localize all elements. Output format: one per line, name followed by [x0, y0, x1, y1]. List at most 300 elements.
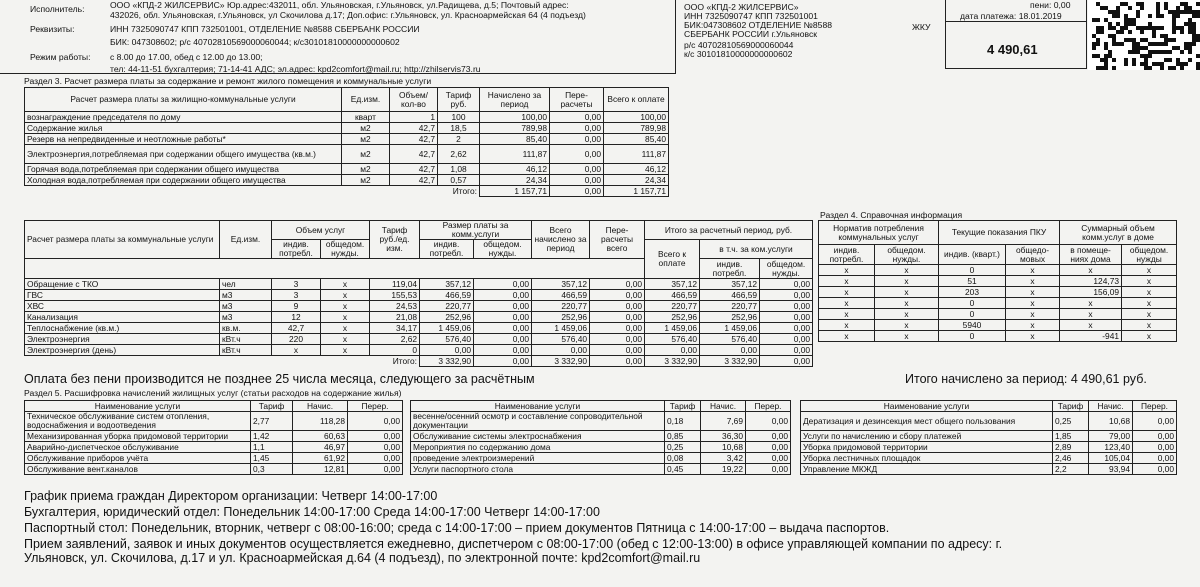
qr-module: [1172, 66, 1176, 70]
s4-cell: 156,09: [1060, 287, 1122, 298]
s3-cell: 111,87: [604, 145, 669, 164]
s5-cell: 1,85: [1053, 431, 1089, 442]
comm-header-to-pay: Всего к оплате: [645, 240, 700, 279]
s3-cell: 0,00: [550, 123, 604, 134]
payment-date: дата платежа: 18.01.2019: [960, 11, 1062, 21]
s5-cell: Дератизация и дезинсекция мест общего пользования: [801, 412, 1053, 431]
s3-cell: 100,00: [604, 112, 669, 123]
comm-total-value: 0,00: [474, 356, 532, 367]
s5b-header-charged: Начис.: [701, 401, 746, 412]
comm-cell: 0,00: [474, 301, 532, 312]
s3-cell: 24,34: [604, 175, 669, 186]
table-row: [411, 464, 791, 475]
comm-header-vol-ind: индив. потребл.: [272, 240, 321, 259]
comm-cell: 0,00: [590, 323, 645, 334]
s4-cell: 203: [939, 287, 1006, 298]
comm-cell: 21,08: [370, 312, 420, 323]
comm-cell: м3: [220, 312, 272, 323]
comm-cell: Теплоснабжение (кв.м.): [25, 323, 220, 334]
s5-cell: Мероприятия по содержанию дома: [411, 442, 665, 453]
qr-module: [1128, 30, 1132, 34]
s5-cell: 0,00: [1133, 442, 1177, 453]
s4-cell: x: [819, 298, 875, 309]
s3-cell: 85,40: [604, 134, 669, 145]
communal-table: [24, 220, 813, 367]
comm-cell: 0: [370, 345, 420, 356]
comm-cell: x: [321, 279, 370, 290]
s3-cell: м2: [342, 175, 390, 186]
comm-cell: ХВС: [25, 301, 220, 312]
comm-cell: 466,59: [532, 290, 590, 301]
s5-cell: 36,30: [701, 431, 746, 442]
qr-module: [1196, 2, 1200, 6]
s5-cell: 61,92: [293, 453, 348, 464]
footer-line-2: Бухгалтерия, юридический отдел: Понедельник 14:00-17:00 Среда 14:00-17:00 Четверг 14:00-17:00: [24, 505, 600, 519]
s3-cell: 24,34: [480, 175, 550, 186]
comm-cell: 0,00: [590, 312, 645, 323]
s3-header-total: Всего к оплате: [604, 88, 669, 112]
s5-cell: 0,00: [1133, 412, 1177, 431]
s5c-header-charged: Начис.: [1089, 401, 1133, 412]
s3-cell: 1: [390, 112, 438, 123]
table-row: [801, 442, 1177, 453]
table-row: [25, 453, 403, 464]
comm-cell: 12: [272, 312, 321, 323]
s3-cell: 42,7: [390, 164, 438, 175]
s4-cell: 0: [939, 331, 1006, 342]
qr-module: [1096, 18, 1100, 22]
table-row: [25, 464, 403, 475]
s4-cell: x: [1006, 298, 1060, 309]
s5-cell: 12,81: [293, 464, 348, 475]
s5-cell: 0,3: [251, 464, 293, 475]
s3-cell: 85,40: [480, 134, 550, 145]
comm-cell: 0,00: [760, 312, 813, 323]
s4-header-read-ind: индив. (кварт.): [939, 245, 1006, 265]
payee-line-3: БИК:047308602 ОТДЕЛЕНИЕ №8588: [684, 20, 833, 30]
s5-cell: 0,25: [665, 442, 701, 453]
qr-code: [1088, 0, 1200, 70]
qr-module: [1196, 38, 1200, 42]
s3-cell: 42,7: [390, 134, 438, 145]
s4-cell: 0: [939, 298, 1006, 309]
s5-cell: 7,69: [701, 412, 746, 431]
total-period-note: Итого начислено за период: 4 490,61 руб.: [905, 372, 1147, 386]
comm-total-value: 3 332,90: [420, 356, 474, 367]
comm-cell: 252,96: [700, 312, 760, 323]
s3-cell: 46,12: [604, 164, 669, 175]
comm-cell: 0,00: [474, 334, 532, 345]
s5-cell: проведение электроизмерений: [411, 453, 665, 464]
footer-line-5: Ульяновск, ул. Скочилова, д.17 и ул. Красноармейская д.64 (4 подъезд), по электронной почте: kpd2comfort@mail.ru: [24, 551, 701, 565]
table-row: [411, 442, 791, 453]
s3-header-unit: Ед.изм.: [342, 88, 390, 112]
comm-total-label: Итого:: [392, 356, 418, 367]
s4-cell: x: [1006, 331, 1060, 342]
s3-cell: 2: [438, 134, 480, 145]
s5-cell: 0,00: [746, 431, 791, 442]
comm-cell: x: [321, 301, 370, 312]
table-row: [819, 320, 1177, 331]
s4-cell: 51: [939, 276, 1006, 287]
table-row: [801, 453, 1177, 464]
comm-cell: 357,12: [700, 279, 760, 290]
comm-header-incl-common: общедом. нужды.: [760, 259, 813, 279]
comm-header-size-common: общедом. нужды.: [474, 240, 532, 259]
late-fee-note: Оплата без пени производится не позднее 25 числа месяца, следующего за расчётным: [24, 372, 535, 386]
performer-value-2: 432026, обл. Ульяновская, г.Ульяновск, ул Скочилова д.17; Доп.офис: г.Ульяновск, ул. Красноармейская 64 (4 подъезд): [110, 10, 586, 20]
comm-cell: 42,7: [272, 323, 321, 334]
s4-cell: x: [1122, 287, 1177, 298]
s5-cell: 105,04: [1089, 453, 1133, 464]
s5-cell: 0,08: [665, 453, 701, 464]
s3-cell: 0,00: [550, 145, 604, 164]
s5-cell: Уборка лестничных площадок: [801, 453, 1053, 464]
s5-cell: 0,00: [1133, 464, 1177, 475]
s4-cell: x: [1122, 265, 1177, 276]
s3-cell: 42,7: [390, 175, 438, 186]
qr-module: [1180, 50, 1184, 54]
s5-cell: 10,68: [1089, 412, 1133, 431]
s3-total-row: [25, 186, 669, 197]
table-row: [411, 431, 791, 442]
s5-cell: 60,63: [293, 431, 348, 442]
s5-cell: 79,00: [1089, 431, 1133, 442]
comm-cell: x: [321, 345, 370, 356]
comm-header-itogo: Итого за расчетный период, руб.: [645, 221, 813, 240]
section3-title: Раздел 3. Расчет размера платы за содержание и ремонт жилого помещения и коммунальные услуги: [24, 76, 432, 86]
comm-cell: кв.м.: [220, 323, 272, 334]
table-row: [25, 323, 813, 334]
table-row: [25, 175, 669, 186]
table-row: [25, 112, 669, 123]
s5-cell: 93,94: [1089, 464, 1133, 475]
qr-module: [1168, 58, 1172, 62]
qr-module: [1196, 54, 1200, 58]
table-row: [411, 412, 791, 431]
s5-cell: 0,00: [348, 464, 403, 475]
s4-cell: x: [1122, 309, 1177, 320]
comm-cell: 220,77: [700, 301, 760, 312]
comm-cell: 0,00: [760, 345, 813, 356]
qr-module: [1196, 14, 1200, 18]
s5a-header-tariff: Тариф: [251, 401, 293, 412]
comm-cell: 0,00: [760, 301, 813, 312]
comm-cell: Электроэнергия (день): [25, 345, 220, 356]
comm-cell: 0,00: [760, 290, 813, 301]
s4-cell: x: [1006, 309, 1060, 320]
requisites-label: Реквизиты:: [30, 24, 75, 34]
comm-total-row: [25, 356, 813, 367]
requisites-value-1: ИНН 7325090747 КПП 732501001, ОТДЕЛЕНИЕ №8588 СБЕРБАНК РОССИИ: [110, 24, 420, 34]
qr-module: [1160, 66, 1164, 70]
table-row: [819, 265, 1177, 276]
table-row: [801, 412, 1177, 431]
s5b-header-name: Наименование услуги: [411, 401, 665, 412]
section5-table-2: [410, 400, 791, 475]
s5-cell: 0,00: [746, 412, 791, 431]
payee-line-5: р/с 40702810569000060044: [684, 40, 794, 50]
comm-cell: м3: [220, 290, 272, 301]
s5b-header-tariff: Тариф: [665, 401, 701, 412]
comm-cell: 2,62: [370, 334, 420, 345]
s3-cell: 18,5: [438, 123, 480, 134]
payee-line-6: к/с 30101810000000000602: [684, 49, 793, 59]
s4-cell: x: [819, 265, 875, 276]
s4-cell: x: [1060, 320, 1122, 331]
s4-cell: 124,73: [1060, 276, 1122, 287]
comm-cell: 0,00: [760, 334, 813, 345]
qr-module: [1148, 54, 1152, 58]
s3-total-value: 1 157,71: [480, 186, 550, 197]
s4-cell: x: [875, 298, 939, 309]
section4-title: Раздел 4. Справочная информация: [820, 210, 963, 220]
s3-cell: 1,08: [438, 164, 480, 175]
s4-header-readings: Текущие показания ПКУ: [939, 221, 1060, 245]
comm-cell: 1 459,06: [420, 323, 474, 334]
s4-header-read-common: общедо- мовых: [1006, 245, 1060, 265]
s3-header-name: Расчет размера платы за жилищно-коммунальные услуги: [25, 88, 342, 112]
s5-cell: Услуги паспортного стола: [411, 464, 665, 475]
comm-header-unit: Ед.изм.: [220, 221, 272, 259]
comm-cell: 155,53: [370, 290, 420, 301]
table-row: [801, 431, 1177, 442]
s3-cell: 0,57: [438, 175, 480, 186]
comm-cell: 0,00: [700, 345, 760, 356]
s4-cell: 0: [939, 309, 1006, 320]
qr-module: [1168, 50, 1172, 54]
comm-cell: 1 459,06: [532, 323, 590, 334]
performer-value-1: ООО «КПД-2 ЖИЛСЕРВИС» Юр.адрес:432011, обл. Ульяновская, г.Ульяновск, ул.Радищева, д.5; Почтовый адрес:: [110, 0, 569, 10]
qr-module: [1096, 42, 1100, 46]
s5-cell: 0,18: [665, 412, 701, 431]
comm-cell: 9: [272, 301, 321, 312]
comm-cell: Обращение с ТКО: [25, 279, 220, 290]
s5-cell: 19,22: [701, 464, 746, 475]
comm-cell: 0,00: [474, 312, 532, 323]
s3-cell: Горячая вода,потребляемая при содержании общего имущества: [25, 164, 342, 175]
table-row: [819, 298, 1177, 309]
qr-module: [1148, 66, 1152, 70]
qr-module: [1132, 62, 1136, 66]
s5a-header-name: Наименование услуги: [25, 401, 251, 412]
qr-module: [1112, 58, 1116, 62]
comm-cell: 220,77: [420, 301, 474, 312]
s4-header-sum: Суммарный объем комм.услуг в доме: [1060, 221, 1177, 245]
table-row: [25, 301, 813, 312]
comm-cell: 220: [272, 334, 321, 345]
comm-cell: 3: [272, 290, 321, 301]
s4-cell: x: [875, 309, 939, 320]
table-row: [25, 145, 669, 164]
s5-cell: 2,2: [1053, 464, 1089, 475]
table-row: [819, 287, 1177, 298]
s4-cell: x: [1006, 320, 1060, 331]
s5-cell: 0,45: [665, 464, 701, 475]
section3-table: [24, 87, 669, 197]
table-row: [25, 334, 813, 345]
qr-module: [1092, 46, 1096, 50]
s3-header-charged: Начислено за период: [480, 88, 550, 112]
comm-cell: 0,00: [645, 345, 700, 356]
table-row: [25, 123, 669, 134]
s4-header-norm: Норматив потребления коммунальных услуг: [819, 221, 939, 245]
comm-cell: 0,00: [590, 301, 645, 312]
s4-cell: x: [819, 276, 875, 287]
s5-cell: 2,89: [1053, 442, 1089, 453]
qr-module: [1128, 6, 1132, 10]
comm-cell: x: [321, 312, 370, 323]
comm-cell: 1 459,06: [645, 323, 700, 334]
s4-cell: x: [1122, 298, 1177, 309]
s4-cell: x: [819, 320, 875, 331]
s5-cell: 0,00: [746, 464, 791, 475]
s4-cell: 5940: [939, 320, 1006, 331]
comm-cell: кВт.ч: [220, 345, 272, 356]
comm-total-value: 3 332,90: [700, 356, 760, 367]
qr-module: [1176, 14, 1180, 18]
qr-module: [1180, 66, 1184, 70]
s5-cell: 0,00: [1133, 431, 1177, 442]
table-row: [819, 331, 1177, 342]
qr-module: [1196, 66, 1200, 70]
comm-cell: 0,00: [474, 323, 532, 334]
qr-module: [1140, 6, 1144, 10]
s5-cell: Обслуживание вент.каналов: [25, 464, 251, 475]
s3-cell: 789,98: [604, 123, 669, 134]
s5-cell: 0,00: [348, 442, 403, 453]
s3-cell: Холодная вода,потребляемая при содержании общего имущества: [25, 175, 342, 186]
table-row: [25, 442, 403, 453]
s5-cell: 0,00: [348, 431, 403, 442]
s4-cell: x: [875, 320, 939, 331]
comm-total-value: 3 332,90: [645, 356, 700, 367]
comm-cell: 252,96: [645, 312, 700, 323]
section5-table-3: [800, 400, 1177, 475]
s3-cell: 0,00: [550, 175, 604, 186]
s4-cell: x: [875, 287, 939, 298]
s5-cell: Уборка придомовой территории: [801, 442, 1053, 453]
comm-cell: x: [321, 334, 370, 345]
qr-module: [1188, 50, 1192, 54]
s4-cell: x: [1122, 276, 1177, 287]
payee-line-1: ООО «КПД-2 ЖИЛСЕРВИС»: [684, 2, 799, 12]
section4-table: [818, 220, 1177, 342]
comm-cell: 0,00: [760, 323, 813, 334]
s3-cell: 0,00: [550, 134, 604, 145]
s5-cell: 2,46: [1053, 453, 1089, 464]
s5-cell: 2,77: [251, 412, 293, 431]
s3-cell: кварт: [342, 112, 390, 123]
section5-table-1: [24, 400, 403, 475]
s5b-header-recalc: Перер.: [746, 401, 791, 412]
s4-header-sum-common: общедом. нужды: [1122, 245, 1177, 265]
table-row: [25, 134, 669, 145]
comm-cell: 220,77: [532, 301, 590, 312]
comm-total-value: 0,00: [760, 356, 813, 367]
qr-module: [1100, 30, 1104, 34]
table-row: [25, 431, 403, 442]
comm-cell: 466,59: [420, 290, 474, 301]
qr-module: [1172, 30, 1176, 34]
peni-value: пени: 0,00: [1030, 0, 1071, 10]
comm-cell: кВт.ч: [220, 334, 272, 345]
qr-module: [1172, 38, 1176, 42]
s4-cell: -941: [1060, 331, 1122, 342]
s4-cell: x: [1006, 287, 1060, 298]
s5-cell: 0,00: [746, 442, 791, 453]
comm-header-recalc: Пере- расчеты всего: [590, 221, 645, 259]
comm-cell: 466,59: [645, 290, 700, 301]
comm-cell: 0,00: [420, 345, 474, 356]
table-row: [25, 279, 813, 290]
qr-module: [1112, 66, 1116, 70]
table-row: [25, 412, 403, 431]
hours-value-2: тел: 44-11-51 бухгалтерия; 71-14-41 АДС; эл.адрес: kpd2comfort@mail.ru; http://zhilservis73.ru: [110, 64, 481, 74]
s4-cell: x: [1006, 265, 1060, 276]
qr-module: [1140, 30, 1144, 34]
s4-cell: x: [1122, 331, 1177, 342]
s4-header-norm-common: общедом. нужды.: [875, 245, 939, 265]
comm-cell: 576,40: [700, 334, 760, 345]
qr-module: [1136, 14, 1140, 18]
qr-module: [1116, 14, 1120, 18]
comm-header-incl-ind: индив. потребл.: [700, 259, 760, 279]
table-row: [801, 464, 1177, 475]
qr-module: [1180, 30, 1184, 34]
comm-cell: 576,40: [645, 334, 700, 345]
s4-cell: x: [819, 331, 875, 342]
s3-total-value: 1 157,71: [604, 186, 669, 197]
comm-cell: x: [321, 290, 370, 301]
s3-cell: 789,98: [480, 123, 550, 134]
s4-header-sum-rooms: в помеще- ниях дома: [1060, 245, 1122, 265]
comm-cell: 357,12: [532, 279, 590, 290]
amount-divider: [945, 21, 1086, 22]
s3-header-recalc: Пере- расчеты: [550, 88, 604, 112]
qr-module: [1188, 58, 1192, 62]
s5-cell: 10,68: [701, 442, 746, 453]
comm-cell: 0,00: [532, 345, 590, 356]
qr-module: [1120, 42, 1124, 46]
s3-cell: вознаграждение председателя по дому: [25, 112, 342, 123]
s5c-header-tariff: Тариф: [1053, 401, 1089, 412]
s5-cell: весенне/осенний осмотр и составление сопроводительной документации: [411, 412, 665, 431]
footer-line-1: График приема граждан Директором организации: Четверг 14:00-17:00: [24, 489, 438, 503]
table-row: [411, 453, 791, 464]
s4-cell: x: [875, 265, 939, 276]
comm-header-spacer: [25, 259, 645, 279]
s3-cell: Резерв на непредвиденные и неотложные работы*: [25, 134, 342, 145]
comm-header-incl: в т.ч. за ком.услуги: [700, 240, 813, 259]
s5-cell: 118,28: [293, 412, 348, 431]
comm-cell: 576,40: [420, 334, 474, 345]
s5-cell: 0,00: [348, 453, 403, 464]
s3-total-label: Итого:: [452, 186, 477, 197]
s3-cell: м2: [342, 145, 390, 164]
zhku-label: ЖКУ: [912, 22, 931, 32]
comm-header-name: Расчет размера платы за коммунальные услуги: [25, 221, 220, 259]
s3-cell: 46,12: [480, 164, 550, 175]
comm-cell: 119,04: [370, 279, 420, 290]
s5-cell: 46,97: [293, 442, 348, 453]
s3-cell: Содержание жилья: [25, 123, 342, 134]
table-row: [25, 312, 813, 323]
s5c-header-recalc: Перер.: [1133, 401, 1177, 412]
qr-module: [1124, 62, 1128, 66]
s5-cell: 0,00: [746, 453, 791, 464]
s4-cell: x: [1006, 276, 1060, 287]
